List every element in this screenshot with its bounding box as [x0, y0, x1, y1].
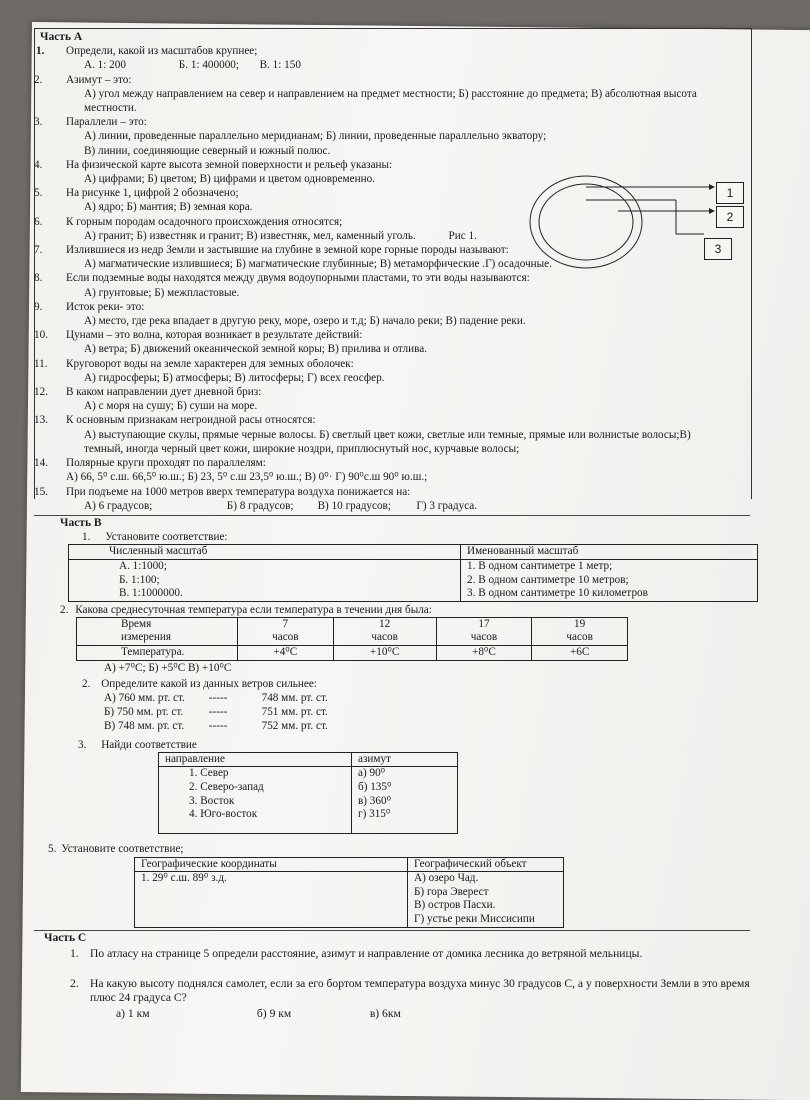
part-b-title: Часть В — [60, 516, 102, 529]
question-a2: 2. Азимут – это: А) угол между направлением на север и направлением на предмет местности; Б) расстояние до предмета; В) абсолютная высота местности. — [34, 73, 697, 115]
question-c1: 1. По атласу на странице 5 определи расстояние, азимут и направление от домика лесника до ветряной мельницы. — [70, 946, 643, 960]
question-a15: 15. При подъеме на 1000 метров вверх температура воздуха понижается на: А) 6 градусов; Б) 8 градусов; В) 10 градусов; Г) 3 градуса. — [34, 485, 478, 512]
question-a3: 3. Параллели – это: А) линии, проведенные параллельно меридианам; Б) линии, проведенные параллельно экватору; В) линии, соединяющие северный и южный полюс. — [34, 116, 547, 157]
question-c2: 2. На какую высоту поднялся самолет, если за его бортом температура воздуха минус 30 градусов С, а у поверхности Земли в это время плюс 24 градуса С? а) 1 км б) 9 км в) 6км — [70, 977, 750, 1021]
question-a6: 6. К горным породам осадочного происхождения относятся; А) гранит; Б) известняк и гранит; В) известняк, мел, каменный уголь. Рис 1. — [34, 215, 477, 242]
coordinates-table: Географические координаты Географический объект 1. 29⁰ с.ш. 89⁰ з.д. А) озеро Чад. Б) гора Эверест В) остров Пасхи. Г) устье реки Миссисипи — [134, 857, 564, 928]
temperature-table: Время измерения 7 часов 12 часов 17 часов 19 часов Температура. +4⁰С +10⁰С +8⁰С +6С — [76, 617, 628, 661]
part-c-title: Часть С — [44, 931, 87, 944]
figure-label-2: 2 — [716, 206, 744, 228]
question-a9: 9. Исток реки- это: А) место, где река впадает в другую реку, море, озеро и т.д; Б) начало реки; В) падение реки. — [34, 300, 526, 328]
pointer-arrow-1 — [709, 184, 715, 190]
figure-label-3: 3 — [704, 238, 732, 260]
question-a8: 8. Если подземные воды находятся между двумя водоупорными пластами, то эти воды называются: А) грунтовые; Б) межпластовые. — [34, 272, 530, 299]
part-a-title: Часть А — [40, 31, 83, 43]
figure-caption: Рис 1. — [448, 229, 477, 242]
earth-structure-figure — [526, 154, 734, 269]
pointer-arrow-2 — [709, 208, 715, 214]
question-b5: 5. Установите соответствие; — [48, 843, 184, 856]
earth-layers-diagram — [526, 154, 726, 269]
azimuth-table: направление азимут 1. Север 2. Северо-запад 3. Восток 4. Юго-восток а) 90⁰ б) 135⁰ в) 360⁰ г) 315⁰ — [158, 752, 458, 835]
worksheet — [34, 28, 754, 1022]
question-a11: 11. Круговорот воды на земле характерен для земных оболочек: А) гидросферы; Б) атмосферы; В) литосферы; Г) всех геосфер. — [34, 357, 385, 384]
question-a12: 12. В каком направлении дует дневной бриз: А) с моря на сушу; Б) суши на море. — [34, 386, 262, 413]
scale-match-table: Численный масштаб Именованный масштаб А. 1:1000; Б. 1:100; В. 1:1000000. 1. В одном сантиметре 1 метр; 2. В одном сантиметре 10 метров; 3. В одном сантиметре 10 километров — [68, 544, 758, 601]
crust-ring — [530, 176, 642, 268]
question-a4: 4. На физической карте высота земной поверхности и рельеф указаны: А) цифрами; Б) цветом; В) цифрами и цветом одновременно. — [34, 158, 393, 186]
mantle-ring — [539, 184, 633, 260]
question-b2: 2. Какова среднесуточная температура если температура в течении дня была: — [60, 603, 432, 616]
question-a14: 14. Полярные круги проходят по параллелям: А) 66, 5⁰ с.ш. 66,5⁰ ю.ш.; Б) 23, 5⁰ с.ш 23,5⁰ ю.ш.; В) 0⁰· Г) 90⁰с.ш 90⁰ ю.ш.; — [34, 457, 428, 484]
question-a1: 1. Определи, какой из масштабов крупнее; А. 1: 200 Б. 1: 400000; В. 1: 150 — [36, 45, 301, 72]
pressure-options: А) 760 мм. рт. ст. ----- 748 мм. рт. ст. Б) 750 мм. рт. ст. ----- 751 мм. рт. ст. В) 748 мм. рт. ст. ----- 752 мм. рт. ст. — [104, 692, 328, 733]
question-a7: 7. Излившиеся из недр Земли и застывшие на глубине в земной коре горные породы называют: А) магматические излившиеся; Б) магматические глубинные; В) метаморфические .Г) осадочные. — [34, 244, 552, 271]
question-a13: 13. К основным признакам негроидной расы относятся: А) выступающие скулы, прямые черные волосы. Б) светлый цвет кожи, светлые или темные, прямые или волнистые волосы;В) темный, иногда черный цвет кожи, широкие ноздри, приплюснутый нос, курчавые волосы; — [34, 414, 691, 455]
question-b3: 2. Определите какой из данных ветров сильнее: — [82, 677, 317, 690]
question-b1: 1. Установите соответствие: — [82, 531, 228, 544]
question-a5: 5. На рисунке 1, цифрой 2 обозначено; А) ядро; Б) мантия; В) земная кора. — [34, 187, 253, 214]
question-a10: 10. Цунами – это волна, которая возникает в результате действий: А) ветра; Б) движений океанической земной коры; В) прилива и отлива. — [34, 329, 427, 356]
question-b2-answers: А) +7⁰С; Б) +5⁰С В) +10⁰С — [104, 661, 232, 674]
question-b4: 3. Найди соответствие — [78, 738, 197, 751]
figure-label-1: 1 — [716, 182, 744, 204]
